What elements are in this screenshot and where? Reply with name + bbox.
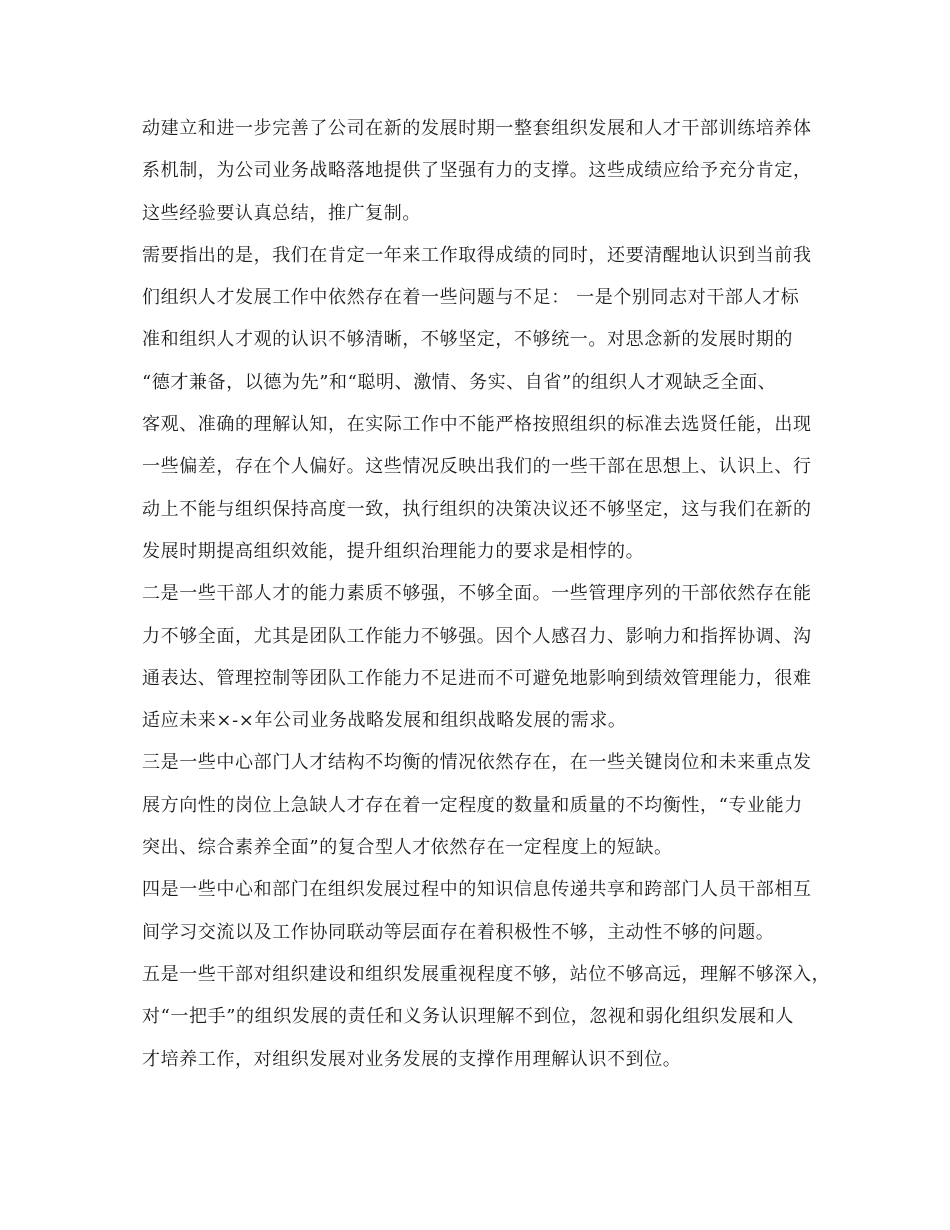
text-line: 力不够全面，尤其是团队工作能力不够强。因个人感召力、影响力和指挥协调、沟 [142,625,812,647]
text-line: 一些偏差，存在个人偏好。这些情况反映出我们的一些干部在思想上、认识上、行 [142,456,812,478]
text-line: 间学习交流以及工作协同联动等层面存在着积极性不够，主动性不够的问题。 [142,921,775,943]
text-line: 三是一些中心部门人才结构不均衡的情况依然存在，在一些关键岗位和未来重点发 [142,752,812,774]
text-line: 动上不能与组织保持高度一致，执行组织的决策决议还不够坚定，这与我们在新的 [142,498,812,520]
text-line: 才培养工作，对组织发展对业务发展的支撑作用理解认识不到位。 [142,1048,682,1070]
text-line: 们组织人才发展工作中依然存在着一些问题与不足： 一是个别同志对干部人才标 [142,287,800,309]
text-line: 系机制，为公司业务战略落地提供了坚强有力的支撑。这些成绩应给予充分肯定， [142,160,812,182]
text-line: 动建立和进一步完善了公司在新的发展时期一整套组织发展和人才干部训练培养体 [142,118,812,139]
text-line: 四是一些中心和部门在组织发展过程中的知识信息传递共享和跨部门人员干部相互 [142,879,812,901]
text-line: 客观、准确的理解认知，在实际工作中不能严格按照组织的标准去选贤任能，出现 [142,414,812,436]
text-line: “德才兼备，以德为先”和“聪明、激情、务实、自省”的组织人才观缺乏全面、 [142,371,777,393]
text-line: 发展时期提高组织效能，提升组织治理能力的要求是相悖的。 [142,540,645,562]
document-body [142,108,831,1081]
text-line: 通表达、管理控制等团队工作能力不足进而不可避免地影响到绩效管理能力，很难 [142,667,812,689]
text-line: 这些经验要认真总结，推广复制。 [142,202,421,224]
text-line: 适应未来×-×年公司业务战略发展和组织战略发展的需求。 [142,710,627,732]
text-line: 二是一些干部人才的能力素质不够强，不够全面。一些管理序列的干部依然存在能 [142,583,812,605]
text-line: 展方向性的岗位上急缺人才存在着一定程度的数量和质量的不均衡性，“专业能力 [142,794,803,816]
text-line: 突出、综合素养全面”的复合型人才依然存在一定程度上的短缺。 [142,837,673,859]
text-line: 需要指出的是，我们在肯定一年来工作取得成绩的同时，还要清醒地认识到当前我 [142,244,812,266]
text-line: 准和组织人才观的认识不够清晰，不够坚定，不够统一。对思念新的发展时期的 [142,329,793,351]
text-line: 五是一些干部对组织建设和组织发展重视程度不够，站位不够高远，理解不够深入， [142,963,831,985]
text-line: 对“一把手”的组织发展的责任和义务认识理解不到位，忽视和弱化组织发展和人 [142,1006,795,1028]
